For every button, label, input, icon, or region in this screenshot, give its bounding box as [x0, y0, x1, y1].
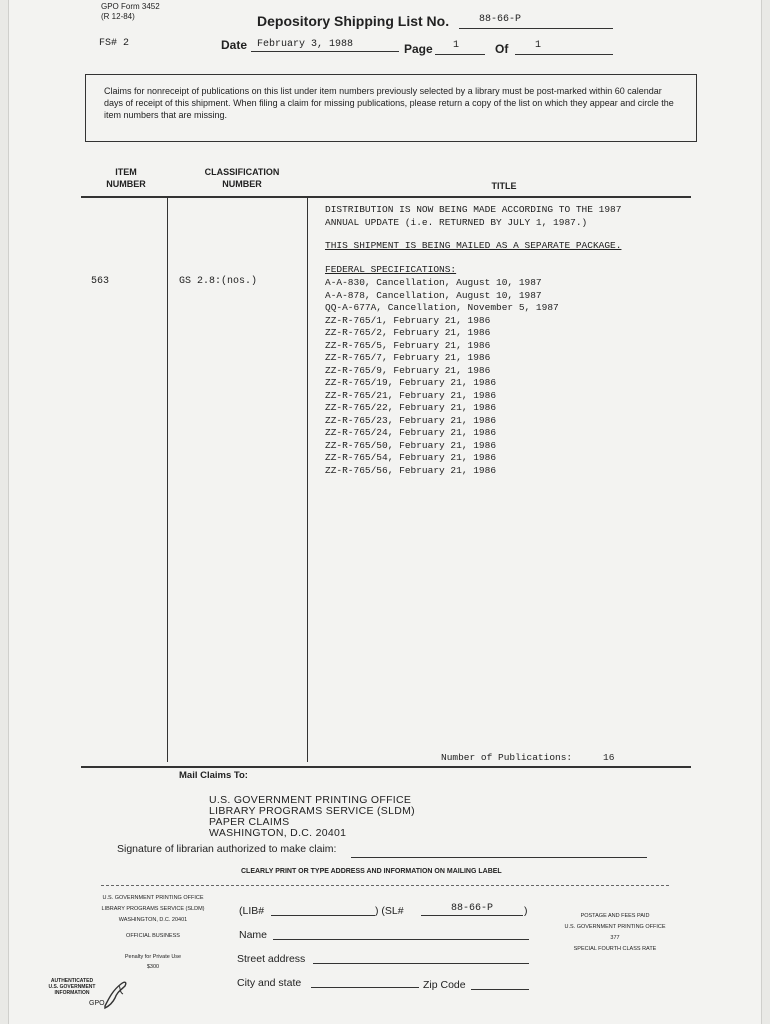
print-instruction: CLEARLY PRINT OR TYPE ADDRESS AND INFORMATION ON MAILING LABEL	[241, 868, 502, 875]
mail-claims-label: Mail Claims To:	[179, 770, 248, 781]
footer-rule	[81, 766, 691, 768]
title-entry: ZZ-R-765/9, February 21, 1986	[325, 364, 491, 376]
return-line2: LIBRARY PROGRAMS SERVICE (SLDM)	[101, 906, 205, 912]
title-entry: ZZ-R-765/21, February 21, 1986	[325, 389, 497, 401]
title-entry: A-A-830, Cancellation, August 10, 1987	[325, 277, 542, 288]
postage-line2: U.S. GOVERNMENT PRINTING OFFICE	[564, 924, 666, 930]
of-value: 1	[535, 40, 542, 51]
penalty-line2: $300	[146, 964, 160, 970]
postage-line3: 377	[610, 935, 620, 941]
title-entry: ZZ-R-765/7, February 21, 1986	[325, 352, 491, 363]
form-id: GPO Form 3452	[101, 2, 160, 11]
page-value: 1	[453, 40, 460, 51]
classification-number: GS 2.8:(nos.)	[179, 276, 258, 287]
penalty-line1: Penalty for Private Use	[124, 954, 182, 960]
zip-line[interactable]	[471, 989, 529, 990]
publication-count-label: Number of Publications:	[441, 752, 573, 763]
sl-number-label: ) (SL#	[375, 905, 404, 917]
form-title: Depository Shipping List No.	[257, 13, 450, 29]
classification-header	[187, 166, 297, 190]
form-id-block	[101, 2, 160, 22]
column-divider-2	[307, 196, 308, 762]
postage-line1: POSTAGE AND FEES PAID	[580, 913, 650, 919]
title-entry: QQ-A-677A, Cancellation, November 5, 1987	[325, 302, 559, 313]
classification-header-line1: CLASSIFICATION	[204, 167, 280, 177]
distribution-line2: ANNUAL UPDATE (i.e. RETURNED BY JULY 1, 1987.)	[325, 216, 588, 228]
publication-count: 16	[603, 752, 615, 763]
city-line[interactable]	[311, 987, 419, 988]
address-line3: PAPER CLAIMS	[209, 816, 290, 828]
zip-label: Zip Code	[423, 979, 466, 991]
logo-gpo: GPO	[89, 1000, 105, 1007]
list-no-underline	[459, 28, 613, 29]
date-value: February 3, 1988	[257, 39, 354, 50]
lib-number-line[interactable]	[271, 915, 375, 916]
name-label: Name	[239, 929, 268, 941]
street-label: Street address	[237, 953, 306, 965]
section-heading: FEDERAL SPECIFICATIONS:	[325, 264, 457, 275]
logo-line3: INFORMATION	[54, 990, 90, 996]
form-revision: (R 12-84)	[101, 12, 135, 21]
of-underline	[515, 54, 613, 55]
of-label: Of	[495, 42, 509, 56]
title-entry: ZZ-R-765/54, February 21, 1986	[325, 452, 497, 463]
date-underline	[251, 51, 399, 52]
lib-number-label: (LIB#	[239, 905, 265, 917]
shipping-list-page	[8, 0, 762, 1024]
title-entry: A-A-878, Cancellation, August 10, 1987	[325, 289, 542, 301]
sl-close: )	[524, 905, 528, 917]
city-label: City and state	[237, 977, 302, 989]
official-business: OFFICIAL BUSINESS	[126, 933, 180, 939]
return-line1: U.S. GOVERNMENT PRINTING OFFICE	[102, 895, 204, 901]
title-entry: ZZ-R-765/1, February 21, 1986	[325, 314, 491, 326]
eagle-icon	[99, 976, 129, 1012]
signature-line	[351, 857, 647, 858]
item-number-header	[91, 166, 161, 190]
title-entry: ZZ-R-765/5, February 21, 1986	[325, 339, 491, 351]
title-entries	[325, 277, 559, 477]
title-entry: ZZ-R-765/56, February 21, 1986	[325, 464, 497, 476]
logo-line2: U.S. GOVERNMENT	[48, 984, 96, 990]
distribution-note	[325, 204, 621, 229]
page-underline	[435, 54, 485, 55]
fs-number: FS# 2	[99, 38, 130, 49]
title-entry: ZZ-R-765/24, February 21, 1986	[325, 427, 497, 438]
cut-line	[101, 885, 669, 886]
item-header-line2: NUMBER	[106, 179, 146, 189]
address-line1: U.S. GOVERNMENT PRINTING OFFICE	[209, 794, 412, 806]
postage-paid-block	[549, 911, 681, 955]
distribution-line1: DISTRIBUTION IS NOW BEING MADE ACCORDING TO THE 1987	[325, 204, 622, 215]
mail-address	[209, 795, 415, 839]
postage-line4: SPECIAL FOURTH CLASS RATE	[573, 946, 657, 952]
title-entry: ZZ-R-765/2, February 21, 1986	[325, 327, 491, 338]
list-number: 88-66-P	[479, 14, 522, 25]
header-rule	[81, 196, 691, 198]
signature-label: Signature of librarian authorized to make claim:	[117, 843, 337, 855]
page-label: Page	[404, 42, 433, 56]
item-header-line1: ITEM	[115, 167, 137, 177]
item-number: 563	[91, 276, 110, 287]
title-entry: ZZ-R-765/50, February 21, 1986	[325, 439, 497, 451]
title-header: TITLE	[491, 181, 517, 191]
address-line4: WASHINGTON, D.C. 20401	[209, 827, 347, 839]
return-address	[97, 893, 209, 926]
separate-package-note: THIS SHIPMENT IS BEING MAILED AS A SEPARATE PACKAGE.	[325, 240, 622, 251]
gpo-authenticated-logo	[45, 976, 135, 1016]
claims-notice-text: Claims for nonreceipt of publications on this list under item numbers previously selected by a library must be post-marked within 60 calendar days of receipt of this shipment. When filing a claim for missing publications, please return a copy of the list on which they appear and circle the item numbers that are missing.	[104, 86, 674, 120]
penalty-note	[97, 952, 209, 972]
name-line[interactable]	[273, 939, 529, 940]
sl-number-value: 88-66-P	[451, 903, 494, 914]
title-entry: ZZ-R-765/23, February 21, 1986	[325, 414, 497, 426]
return-line3: WASHINGTON, D.C. 20401	[118, 917, 188, 923]
date-label: Date	[221, 38, 248, 52]
address-line2: LIBRARY PROGRAMS SERVICE (SLDM)	[209, 805, 415, 817]
column-divider-1	[167, 196, 168, 762]
title-entry: ZZ-R-765/22, February 21, 1986	[325, 402, 497, 413]
claims-notice-box	[85, 74, 697, 142]
sl-number-line	[421, 915, 523, 916]
title-entry: ZZ-R-765/19, February 21, 1986	[325, 377, 497, 388]
logo-line1: AUTHENTICATED	[50, 978, 94, 984]
logo-text	[45, 978, 99, 996]
classification-header-line2: NUMBER	[222, 179, 262, 189]
street-line[interactable]	[313, 963, 529, 964]
